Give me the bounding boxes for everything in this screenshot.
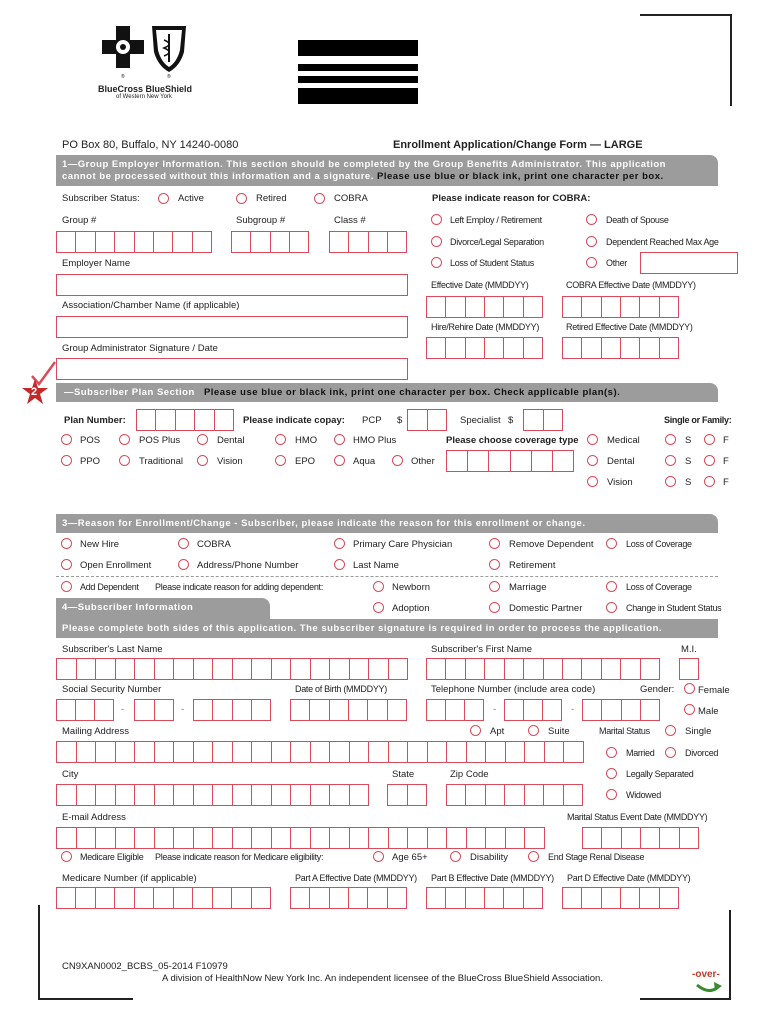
part-a-input[interactable] xyxy=(290,887,407,909)
section1-bar: 1—Group Employer Information. This section should be completed by the Group Benefits Administrator. This application cannot be processed without this information and a signature. Please use blue or black ink, print one character per box. xyxy=(56,155,718,186)
remove-dependent-radio[interactable] xyxy=(489,538,500,549)
effective-date-label: Effective Date (MMDDYY) xyxy=(431,280,529,290)
ssn-part3-input[interactable] xyxy=(193,699,271,721)
email-input[interactable] xyxy=(56,827,545,849)
add-dependent-label: Add Dependent xyxy=(80,582,139,592)
dental-s-label: S xyxy=(685,456,692,467)
over-label: -over- xyxy=(692,969,720,980)
gender-label: Gender: xyxy=(640,684,675,695)
active-label: Active xyxy=(178,193,204,204)
copay-label: Please indicate copay: xyxy=(243,415,345,426)
mailing-label: Mailing Address xyxy=(62,726,130,737)
newborn-radio[interactable] xyxy=(373,581,384,592)
pos-radio[interactable] xyxy=(61,434,72,445)
divorced-label: Divorced xyxy=(685,748,719,758)
corner-mark-bottom-left-h xyxy=(38,998,133,1000)
female-label: Female xyxy=(698,685,730,696)
employer-name-label: Employer Name xyxy=(62,258,131,269)
dependent-reason-label: Please indicate reason for adding dependent: xyxy=(155,582,323,592)
corner-mark-bottom-right-h xyxy=(640,998,731,1000)
phone-area-input[interactable] xyxy=(426,699,484,721)
subscriber-status-label: Subscriber Status: xyxy=(62,193,140,204)
state-label: State xyxy=(392,769,415,780)
traditional-radio[interactable] xyxy=(119,455,130,466)
legally-separated-radio[interactable] xyxy=(606,768,617,779)
svg-text:®: ® xyxy=(167,74,171,80)
dental-coverage-radio[interactable] xyxy=(587,455,598,466)
marital-event-label: Marital Status Event Date (MMDDYY) xyxy=(567,812,708,822)
plan-number-input[interactable] xyxy=(136,409,234,431)
loss-coverage-dep-radio[interactable] xyxy=(606,581,617,592)
medical-f-label: F xyxy=(723,435,729,446)
vision-coverage-radio[interactable] xyxy=(587,476,598,487)
dental-coverage-label: Dental xyxy=(607,456,635,467)
epo-radio[interactable] xyxy=(275,455,286,466)
medicare-number-input[interactable] xyxy=(56,887,271,909)
dental-f-radio[interactable] xyxy=(704,455,715,466)
marital-status-label: Marital Status xyxy=(599,726,650,736)
marital-event-input[interactable] xyxy=(582,827,699,849)
mi-input[interactable] xyxy=(679,658,699,680)
last-name-reason-label: Last Name xyxy=(353,560,399,571)
ssn-label: Social Security Number xyxy=(62,684,162,695)
form-code: CN9XAN0002_BCBS_05-2014 F10979 xyxy=(62,961,228,972)
apt-radio[interactable] xyxy=(470,725,481,736)
left-employ-label: Left Employ / Retirement xyxy=(450,215,542,225)
specialist-dollar: $ xyxy=(508,415,514,426)
ssn-dash-2: - xyxy=(181,704,185,715)
new-hire-label: New Hire xyxy=(80,539,120,550)
vision-plan-label: Vision xyxy=(217,456,243,467)
admin-signature-label: Group Administrator Signature / Date xyxy=(62,343,218,354)
turn-page-arrow-icon xyxy=(694,981,724,995)
retired-label: Retired xyxy=(256,193,287,204)
pcp-radio[interactable] xyxy=(334,538,345,549)
pcp-label: PCP xyxy=(362,415,382,426)
male-label: Male xyxy=(698,706,719,717)
suite-label: Suite xyxy=(548,726,570,737)
add-dependent-radio[interactable] xyxy=(61,581,72,592)
male-radio[interactable] xyxy=(684,704,695,715)
legally-separated-label: Legally Separated xyxy=(626,769,694,779)
epo-label: EPO xyxy=(295,456,316,467)
open-enrollment-label: Open Enrollment xyxy=(80,560,152,571)
cobra-radio[interactable] xyxy=(314,193,325,204)
retirement-radio[interactable] xyxy=(489,559,500,570)
plan-number-label: Plan Number: xyxy=(64,415,126,426)
dental-plan-radio[interactable] xyxy=(197,434,208,445)
other-reason-input[interactable] xyxy=(640,252,738,274)
other-plan-radio[interactable] xyxy=(392,455,403,466)
city-label: City xyxy=(62,769,79,780)
age65-radio[interactable] xyxy=(373,851,384,862)
phone-dash-1: - xyxy=(493,704,497,715)
adoption-radio[interactable] xyxy=(373,602,384,613)
change-student-label: Change in Student Status xyxy=(626,603,722,613)
class-input[interactable] xyxy=(329,231,407,253)
hmo-plus-label: HMO Plus xyxy=(353,435,397,446)
phone-dash-2: - xyxy=(571,704,575,715)
ssn-part1-input[interactable] xyxy=(56,699,114,721)
married-radio[interactable] xyxy=(606,747,617,758)
medicare-eligible-radio[interactable] xyxy=(61,851,72,862)
ssn-part2-input[interactable] xyxy=(134,699,174,721)
pos-plus-radio[interactable] xyxy=(119,434,130,445)
adoption-label: Adoption xyxy=(392,603,430,614)
svg-text:®: ® xyxy=(121,74,125,80)
part-d-label: Part D Effective Date (MMDDYY) xyxy=(567,873,691,883)
address-phone-label: Address/Phone Number xyxy=(197,560,299,571)
hmo-label: HMO xyxy=(295,435,318,446)
ssn-dash-1: - xyxy=(121,704,125,715)
state-input[interactable] xyxy=(387,784,427,806)
vision-plan-radio[interactable] xyxy=(197,455,208,466)
section2-bar: —Subscriber Plan Section Please use blue or black ink, print one character per box. Check applicable plan(s). xyxy=(56,383,718,402)
pcp-dollar: $ xyxy=(397,415,403,426)
hire-date-input[interactable] xyxy=(426,337,543,359)
vision-s-radio[interactable] xyxy=(665,476,676,487)
medical-f-radio[interactable] xyxy=(704,434,715,445)
pcp-reason-label: Primary Care Physician xyxy=(353,539,453,550)
class-label: Class # xyxy=(334,215,366,226)
admin-signature-input[interactable] xyxy=(56,358,408,380)
zip-label: Zip Code xyxy=(450,769,489,780)
loss-student-radio[interactable] xyxy=(431,257,442,268)
single-label: Single xyxy=(685,726,712,737)
coverage-type-label: Please choose coverage type xyxy=(446,435,579,446)
widowed-radio[interactable] xyxy=(606,789,617,800)
active-radio[interactable] xyxy=(158,193,169,204)
newborn-label: Newborn xyxy=(392,582,431,593)
pos-label: POS xyxy=(80,435,101,446)
dental-s-radio[interactable] xyxy=(665,455,676,466)
dependent-max-radio[interactable] xyxy=(586,236,597,247)
part-b-input[interactable] xyxy=(426,887,543,909)
widowed-label: Widowed xyxy=(626,790,661,800)
mailing-input[interactable] xyxy=(56,741,584,763)
section4-tab: 4—Subscriber Information xyxy=(56,598,270,620)
loss-coverage-dep-label: Loss of Coverage xyxy=(626,582,692,592)
aqua-label: Aqua xyxy=(353,456,376,467)
specialist-label: Specialist xyxy=(460,415,501,426)
medical-s-label: S xyxy=(685,435,692,446)
corner-mark-bottom-right xyxy=(729,910,731,1000)
hmo-plus-radio[interactable] xyxy=(334,434,345,445)
telephone-label: Telephone Number (include area code) xyxy=(431,684,596,695)
last-name-label: Subscriber's Last Name xyxy=(62,644,163,655)
disability-radio[interactable] xyxy=(450,851,461,862)
loss-coverage-label: Loss of Coverage xyxy=(626,539,692,549)
age65-label: Age 65+ xyxy=(392,852,428,863)
first-name-label: Subscriber's First Name xyxy=(431,644,533,655)
new-hire-radio[interactable] xyxy=(61,538,72,549)
subgroup-label: Subgroup # xyxy=(236,215,286,226)
hire-date-label: Hire/Rehire Date (MMDDYY) xyxy=(431,322,540,332)
logo-name: BlueCross BlueShield xyxy=(98,84,193,94)
left-employ-radio[interactable] xyxy=(431,214,442,225)
part-a-label: Part A Effective Date (MMDDYY) xyxy=(295,873,417,883)
loss-student-label: Loss of Student Status xyxy=(450,258,534,268)
death-spouse-label: Death of Spouse xyxy=(606,215,669,225)
marriage-label: Marriage xyxy=(509,582,547,593)
hmo-radio[interactable] xyxy=(275,434,286,445)
ppo-radio[interactable] xyxy=(61,455,72,466)
change-student-radio[interactable] xyxy=(606,602,617,613)
remove-dependent-label: Remove Dependent xyxy=(509,539,594,550)
last-name-input[interactable] xyxy=(56,658,408,680)
vision-f-label: F xyxy=(723,477,729,488)
address: PO Box 80, Buffalo, NY 14240-0080 xyxy=(62,139,239,151)
dob-input[interactable] xyxy=(290,699,407,721)
phone-line-input[interactable] xyxy=(582,699,660,721)
single-family-label: Single or Family: xyxy=(664,415,732,425)
specialist-copay-input[interactable] xyxy=(523,409,563,431)
cobra-effective-label: COBRA Effective Date (MMDDYY) xyxy=(566,280,696,290)
group-label: Group # xyxy=(62,215,97,226)
dental-plan-label: Dental xyxy=(217,435,245,446)
email-label: E-mail Address xyxy=(62,812,126,823)
dependent-max-label: Dependent Reached Max Age xyxy=(606,237,719,247)
death-spouse-radio[interactable] xyxy=(586,214,597,225)
dob-label: Date of Birth (MMDDYY) xyxy=(295,684,387,694)
medical-s-radio[interactable] xyxy=(665,434,676,445)
first-name-input[interactable] xyxy=(426,658,660,680)
medicare-reason-label: Please indicate reason for Medicare eligibility: xyxy=(155,852,324,862)
ppo-label: PPO xyxy=(80,456,101,467)
divorced-radio[interactable] xyxy=(665,747,676,758)
pos-plus-label: POS Plus xyxy=(139,435,181,446)
apt-label: Apt xyxy=(490,726,505,737)
medical-radio[interactable] xyxy=(587,434,598,445)
esrd-label: End Stage Renal Disease xyxy=(548,852,645,862)
address-phone-radio[interactable] xyxy=(178,559,189,570)
disability-label: Disability xyxy=(470,852,509,863)
division-note: A division of HealthNow New York Inc. An independent licensee of the BlueCross BlueShield Association. xyxy=(162,973,603,984)
association-label: Association/Chamber Name (if applicable) xyxy=(62,300,240,311)
pcp-copay-input[interactable] xyxy=(407,409,447,431)
medicare-number-label: Medicare Number (if applicable) xyxy=(62,873,197,884)
corner-mark-bottom-left xyxy=(38,905,42,1000)
domestic-partner-label: Domestic Partner xyxy=(509,603,583,614)
retirement-label: Retirement xyxy=(509,560,556,571)
cobra-label: COBRA xyxy=(334,193,368,204)
single-radio[interactable] xyxy=(665,725,676,736)
other-reason-radio[interactable] xyxy=(586,257,597,268)
married-label: Married xyxy=(626,748,655,758)
vision-s-label: S xyxy=(685,477,692,488)
marriage-radio[interactable] xyxy=(489,581,500,592)
other-plan-input[interactable] xyxy=(446,450,574,472)
mi-label: M.I. xyxy=(681,644,697,655)
aqua-radio[interactable] xyxy=(334,455,345,466)
divorce-label: Divorce/Legal Separation xyxy=(450,237,544,247)
city-input[interactable] xyxy=(56,784,369,806)
divider xyxy=(56,576,718,577)
bluecross-logo-icon xyxy=(94,22,194,84)
employer-name-input[interactable] xyxy=(56,274,408,296)
barcode xyxy=(298,40,418,106)
form-title: Enrollment Application/Change Form — LARGE xyxy=(393,139,643,151)
corner-mark-top-right xyxy=(640,14,732,106)
other-reason-label: Other xyxy=(606,258,628,268)
esrd-radio[interactable] xyxy=(528,851,539,862)
effective-date-input[interactable] xyxy=(426,296,543,318)
part-d-input[interactable] xyxy=(562,887,679,909)
vision-coverage-label: Vision xyxy=(607,477,633,488)
part-b-label: Part B Effective Date (MMDDYY) xyxy=(431,873,554,883)
medical-label: Medical xyxy=(607,435,640,446)
vision-f-radio[interactable] xyxy=(704,476,715,487)
zip-input[interactable] xyxy=(446,784,583,806)
group-input[interactable] xyxy=(56,231,212,253)
dental-f-label: F xyxy=(723,456,729,467)
traditional-label: Traditional xyxy=(139,456,184,467)
other-plan-label: Other xyxy=(411,456,435,467)
retired-radio[interactable] xyxy=(236,193,247,204)
step-number: 2 xyxy=(31,386,38,398)
phone-prefix-input[interactable] xyxy=(504,699,562,721)
subgroup-input[interactable] xyxy=(231,231,309,253)
section3-bar: 3—Reason for Enrollment/Change - Subscriber, please indicate the reason for this enrollment or change. xyxy=(56,514,718,533)
retired-date-input[interactable] xyxy=(562,337,679,359)
cobra-reason-label: Please indicate reason for COBRA: xyxy=(432,193,591,204)
cobra-effective-input[interactable] xyxy=(562,296,679,318)
open-enrollment-radio[interactable] xyxy=(61,559,72,570)
last-name-radio[interactable] xyxy=(334,559,345,570)
female-radio[interactable] xyxy=(684,683,695,694)
loss-coverage-radio[interactable] xyxy=(606,538,617,549)
retired-date-label: Retired Effective Date (MMDDYY) xyxy=(566,322,693,332)
section4-bar: Please complete both sides of this application. The subscriber signature is required in order to process the application. xyxy=(56,619,718,638)
cobra-reason-label2: COBRA xyxy=(197,539,231,550)
divorce-radio[interactable] xyxy=(431,236,442,247)
domestic-partner-radio[interactable] xyxy=(489,602,500,613)
association-input[interactable] xyxy=(56,316,408,338)
medicare-eligible-label: Medicare Eligible xyxy=(80,852,144,862)
cobra-reason-radio[interactable] xyxy=(178,538,189,549)
suite-radio[interactable] xyxy=(528,725,539,736)
logo-sub: of Western New York xyxy=(116,94,172,100)
